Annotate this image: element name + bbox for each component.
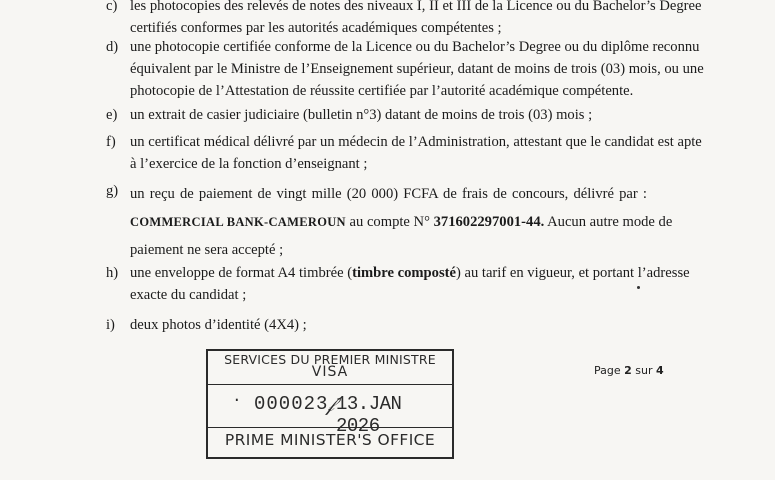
item-text: photocopie de l’Attestation de réussite certifiée par l’autorité académique compétente. — [130, 83, 634, 99]
item-label: d) — [106, 39, 119, 55]
list-item-c — [108, 0, 743, 39]
stamp-bullet: · — [232, 391, 242, 409]
stamp-office: PRIME MINISTER'S OFFICE — [224, 431, 436, 449]
item-text: certifiés conformes par les autorités académiques compétentes ; — [130, 20, 502, 36]
stamp-visa: VISA — [311, 364, 349, 380]
item-text: paiement ne sera accepté ; — [130, 242, 284, 258]
page-prefix: Page — [594, 364, 621, 377]
list-item-f — [108, 131, 743, 175]
item-text: un extrait de casier judiciaire (bulletin n°3) datant de moins de trois (03) mois ; — [130, 107, 593, 123]
stamp-date: 13.JAN 2026 — [336, 393, 402, 437]
stamp-type: timbre composté — [352, 265, 456, 281]
item-text: au compte N° — [349, 214, 430, 230]
item-text: à l’exercice de la fonction d’enseignant ; — [130, 156, 368, 172]
page-current: 2 — [624, 364, 632, 377]
official-visa-stamp — [206, 349, 454, 459]
item-text: deux photos d’identité (4X4) ; — [130, 317, 307, 333]
stamp-number: 000023 — [254, 393, 329, 415]
item-text: un reçu de paiement de vingt mille (20 000) FCFA de frais de concours, délivré par : — [130, 186, 647, 202]
item-text: les photocopies des relevés de notes des niveaux I, II et III de la Licence ou du Bachelor’s Degree — [130, 0, 702, 14]
item-label: g) — [106, 183, 119, 199]
list-item-d — [108, 36, 743, 102]
list-item-e — [108, 104, 743, 126]
item-label: i) — [106, 317, 115, 333]
stamp-middle-band — [208, 384, 452, 437]
page-total: 4 — [656, 364, 664, 377]
item-text: Aucun autre mode de — [547, 214, 673, 230]
item-text: un certificat médical délivré par un médecin de l’Administration, attestant que le candidat est apte — [130, 134, 702, 150]
page-sep: sur — [635, 364, 653, 377]
item-label: h) — [106, 265, 119, 281]
item-text: une photocopie certifiée conforme de la Licence ou du Bachelor’s Degree ou du diplôme reconnu — [130, 39, 700, 55]
item-label: e) — [106, 107, 118, 123]
stamp-initial: 𝒻 — [326, 395, 335, 416]
item-text: équivalent par le Ministre de l’Enseignement supérieur, datant de moins de trois (03) mois, ou une — [130, 61, 704, 77]
stamp-header: SERVICES DU PREMIER MINISTRE — [224, 352, 436, 367]
list-item-i — [108, 314, 743, 336]
item-label: f) — [106, 134, 116, 150]
page-number — [594, 364, 664, 377]
item-text: exacte du candidat ; — [130, 287, 247, 303]
ink-speck — [637, 286, 640, 289]
item-label: c) — [106, 0, 118, 14]
bank-name: COMMERCIAL BANK-CAMEROUN — [130, 215, 346, 229]
list-item-g — [108, 180, 743, 264]
item-text: une enveloppe de format A4 timbrée ( — [130, 265, 353, 281]
item-text: ) au tarif en vigueur, et portant l’adresse — [455, 265, 690, 281]
list-item-h — [108, 262, 743, 306]
account-number: 371602297001-44. — [433, 214, 545, 230]
